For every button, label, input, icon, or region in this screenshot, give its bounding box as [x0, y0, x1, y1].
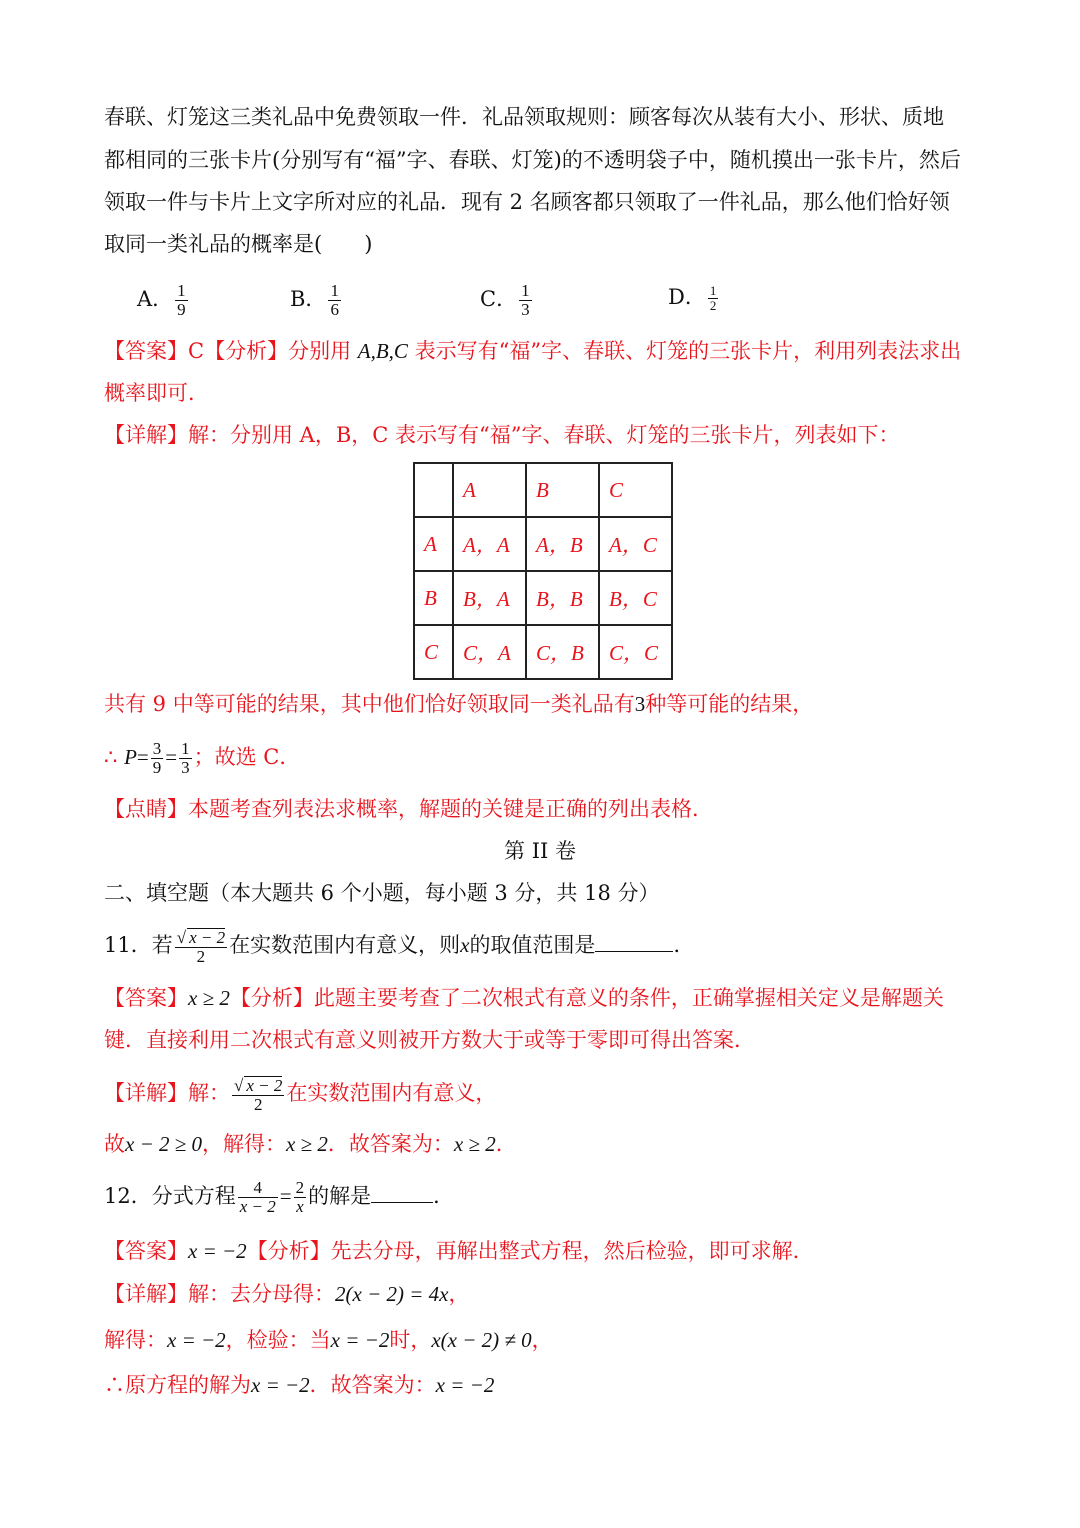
detail-text: ． [495, 1132, 517, 1156]
table-row-header: B [414, 571, 453, 625]
table-header-cell: A [453, 463, 526, 517]
detail-text: ， [531, 1328, 553, 1352]
answer-value: x = −2 [188, 1239, 247, 1263]
result-number: 3 [634, 692, 646, 716]
result-text: 共有 9 中等可能的结果，其中他们恰好领取同一类礼品有 [104, 692, 635, 716]
question-11 [104, 926, 984, 965]
fraction-denominator: 9 [177, 299, 186, 319]
choice-letter: D． [668, 285, 706, 309]
analysis-text-line: 概率即可． [104, 381, 209, 405]
fraction-numerator: 1 [330, 281, 339, 300]
choice-c [480, 282, 534, 319]
answer-blank [595, 931, 673, 952]
math-var: P [124, 744, 137, 769]
table-row [414, 625, 672, 679]
fraction-numerator: 4 [238, 1179, 278, 1198]
table-cell [414, 463, 453, 517]
question-text: 在实数范围内有意义，则 [229, 933, 461, 957]
answer-tag: 【答案】 [104, 986, 188, 1010]
section-heading: 二、填空题（本大题共 6 个小题，每小题 3 分，共 18 分） [104, 881, 660, 905]
math-operator: = [279, 1184, 292, 1208]
detail-text: ， [448, 1282, 470, 1306]
math-expression: x = −2 [435, 1373, 495, 1397]
fraction-numerator: √ x − 2 [176, 927, 226, 947]
fraction [294, 1179, 307, 1216]
detail-text: ．故答案为： [327, 1132, 454, 1156]
math-expression: x = −2 [167, 1328, 226, 1352]
table-row [414, 571, 672, 625]
table-cell: C，C [599, 625, 672, 679]
choice-fraction [519, 282, 532, 319]
analysis-text: 分别用 [288, 339, 352, 363]
question-text: ． [433, 1184, 455, 1208]
choice-letter: C． [480, 286, 518, 311]
result-text: 种等可能的结果， [645, 692, 814, 716]
question-text-line: 领取一件与卡片上文字所对应的礼品．现有 2 名顾客都只领取了一件礼品，那么他们恰好领 [104, 190, 950, 214]
table-row-header: C [414, 625, 453, 679]
fraction-denominator: 2 [253, 1094, 263, 1114]
detail-text: 时， [389, 1328, 432, 1352]
fraction-numerator: 1 [181, 739, 190, 758]
fraction-denominator: 3 [181, 757, 190, 777]
math-expression: x = −2 [330, 1328, 390, 1352]
table-cell: C，A [453, 625, 526, 679]
question-text: 的解是 [308, 1184, 372, 1208]
answer-blank [371, 1182, 433, 1203]
detail-text: 在实数范围内有意义， [286, 1081, 497, 1105]
choice-fraction [708, 284, 719, 312]
table-cell: B，C [599, 571, 672, 625]
conclusion-text: ；故选 C． [193, 744, 301, 769]
choice-b [290, 282, 343, 319]
fraction-numerator: 1 [521, 281, 530, 300]
detail-text: ．故答案为： [309, 1373, 436, 1397]
table-cell: B，A [453, 571, 526, 625]
fraction-denominator: 3 [521, 299, 530, 319]
question-text-line: 都相同的三张卡片(分别写有“福”字、春联、灯笼)的不透明袋子中，随机摸出一张卡片，然后 [104, 148, 961, 172]
volume-title: 第 II 卷 [504, 839, 576, 863]
final-line [104, 1370, 984, 1400]
detail-line [104, 1279, 984, 1309]
fraction-numerator: 2 [295, 1178, 305, 1198]
math-expression: x(x − 2) ≠ 0 [431, 1328, 532, 1352]
table-header-row [414, 463, 672, 517]
probability-line [104, 740, 984, 777]
analysis-tag: 【分析】 [229, 986, 314, 1010]
question-number: 12．分式方程 [104, 1184, 236, 1208]
analysis-text: 此题主要考查了二次根式有意义的条件，正确掌握相关定义是解题关 [313, 986, 944, 1010]
choice-letter: A． [137, 286, 174, 311]
detail-line: 【详解】解：分别用 A，B，C 表示写有“福”字、春联、灯笼的三张卡片，列表如下： [104, 423, 900, 447]
fraction-numerator: √ x − 2 [234, 1075, 283, 1095]
table-cell: B，B [526, 571, 599, 625]
math-operator: = [165, 744, 178, 769]
detail-text: 解得： [104, 1328, 167, 1352]
answer-analysis-line [104, 983, 984, 1013]
choice-fraction [175, 282, 188, 319]
detail-text: ∴原方程的解为 [104, 1373, 251, 1397]
detail-text: ，检验：当 [225, 1328, 331, 1352]
math-var: x [460, 933, 470, 957]
question-text: 的取值范围是 [469, 933, 596, 957]
math-expression: 2(x − 2) = 4x [335, 1282, 449, 1306]
choice-letter: B． [290, 286, 327, 311]
table-row [414, 517, 672, 571]
analysis-text: 表示写有“福”字、春联、灯笼的三张卡片，利用列表法求出 [414, 339, 962, 363]
fraction [151, 740, 164, 777]
detail-text: ，解得： [202, 1132, 287, 1156]
table-cell: A，C [599, 517, 672, 571]
math-expression: x ≥ 2 [453, 1132, 496, 1156]
fraction-denominator: 6 [330, 299, 339, 319]
answer-value: C [188, 339, 205, 363]
radicand: x − 2 [189, 927, 226, 947]
fraction-denominator: 2 [196, 946, 206, 966]
table-row-header: A [414, 517, 453, 571]
table-header-cell: C [599, 463, 672, 517]
radicand: x − 2 [246, 1075, 283, 1095]
analysis-tag: 【分析】 [246, 1239, 331, 1263]
choice-a [137, 282, 190, 319]
fraction-denominator: x [296, 1197, 304, 1216]
fraction-numerator: 3 [152, 739, 162, 758]
math-expression: x = −2 [251, 1373, 310, 1397]
math-operator: = [136, 744, 149, 769]
fraction [238, 1179, 278, 1216]
answer-value: x ≥ 2 [188, 986, 230, 1010]
answer-tag: 【答案】 [104, 339, 188, 363]
detail-tag: 【详解】解： [104, 1081, 230, 1105]
detail-solution-line [104, 1129, 984, 1159]
fraction-denominator: 9 [152, 757, 162, 777]
therefore-symbol: ∴ [104, 744, 118, 769]
math-expression: x ≥ 2 [286, 1132, 328, 1156]
math-vars: A,B,C [357, 339, 408, 363]
fraction [232, 1076, 284, 1114]
solve-line [104, 1325, 984, 1355]
analysis-tag: 【分析】 [204, 339, 289, 363]
answer-tag: 【答案】 [104, 1239, 188, 1263]
question-12 [104, 1176, 984, 1216]
detail-line [104, 1074, 984, 1113]
math-expression: x − 2 ≥ 0 [125, 1132, 203, 1156]
question-text-line: 取同一类礼品的概率是( ) [104, 232, 373, 256]
fraction [175, 928, 227, 966]
answer-analysis-line [104, 336, 984, 366]
choice-d [668, 282, 720, 313]
table-cell: A，A [453, 517, 526, 571]
fraction-numerator: 1 [177, 281, 186, 300]
analysis-text: 先去分母，再解出整式方程，然后检验，即可求解． [330, 1239, 814, 1263]
table-cell: A，B [526, 517, 599, 571]
outcome-table [413, 462, 673, 680]
fraction [179, 740, 192, 777]
table-header-cell: B [526, 463, 599, 517]
analysis-text-line: 键．直接利用二次根式有意义则被开方数大于或等于零即可得出答案． [104, 1028, 755, 1052]
table-cell: C，B [526, 625, 599, 679]
fraction-denominator: 2 [709, 298, 717, 313]
comment-line: 【点睛】本题考查列表法求概率，解题的关键是正确的列出表格． [104, 797, 713, 821]
detail-text: 故 [104, 1132, 125, 1156]
fraction-denominator: x − 2 [239, 1197, 276, 1216]
question-number: 11．若 [104, 933, 173, 957]
question-text: ． [673, 933, 695, 957]
detail-tag: 【详解】解：去分母得： [104, 1282, 335, 1306]
result-line [104, 689, 984, 719]
choice-fraction [328, 282, 341, 319]
answer-analysis-line [104, 1236, 984, 1266]
fraction-numerator: 1 [709, 283, 717, 299]
question-text-line: 春联、灯笼这三类礼品中免费领取一件．礼品领取规则：顾客每次从装有大小、形状、质地 [104, 105, 944, 129]
